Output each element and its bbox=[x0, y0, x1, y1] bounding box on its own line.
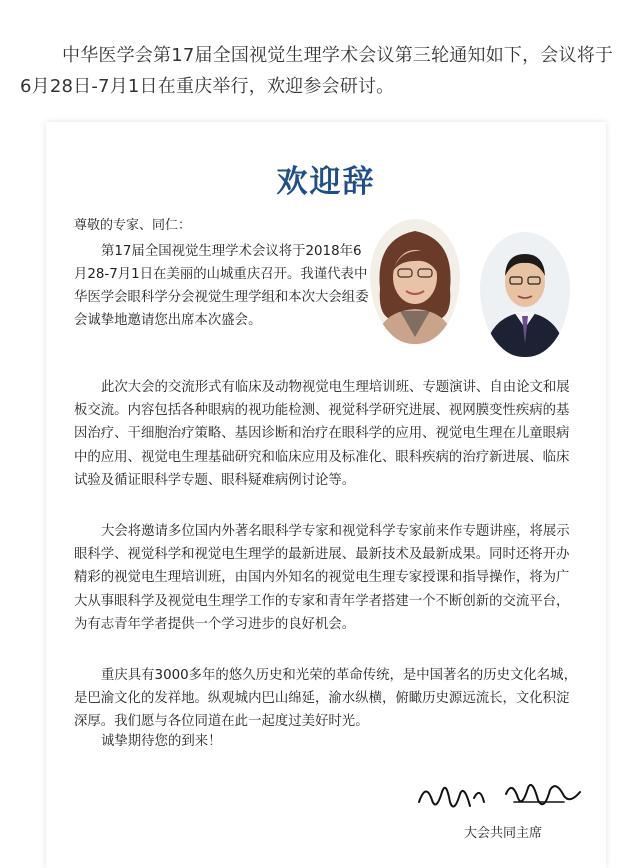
co-chairs-photos bbox=[370, 214, 585, 354]
letter-signoff: 大会共同主席 bbox=[464, 826, 543, 841]
handwritten-signatures bbox=[414, 772, 584, 820]
letter-title: 欢迎辞 bbox=[276, 164, 376, 200]
letter-salutation: 尊敬的专家、同仁： bbox=[74, 218, 192, 233]
letter-paragraph-4: 重庆具有3000多年的悠久历史和光荣的革命传统，是中国著名的历史文化名城，是巴渝文化的发祥地。纵观城内巴山绵延，渝水纵横，俯瞰历史源远流长，文化积淀深厚。我们愿与各位同道在此一起度过美好时光。 bbox=[74, 668, 577, 730]
letter-paragraph-5: 诚挚期待您的到来！ bbox=[101, 734, 222, 749]
letter-paragraph-2: 此次大会的交流形式有临床及动物视觉电生理培训班、专题演讲、自由论文和展板交流。内容包括各种眼病的视功能检测、视觉科学研究进展、视网膜变性疾病的基因治疗、干细胞治疗策略、基因诊断和治疗在眼科学的应用、视觉电生理在儿童眼病中的应用、视觉电生理基础研究和临床应用及标准化、眼科疾病的治疗新进展、临床试验及循证眼科学专题、眼科疑难病例讨论等。 bbox=[74, 380, 570, 488]
co-chair-photo-man bbox=[480, 232, 570, 357]
welcome-letter-image bbox=[46, 122, 606, 868]
intro-paragraph: 中华医学会第17届全国视觉生理学术会议第三轮通知如下，会议将于6月28日-7月1日在重庆举行，欢迎参会研讨。 bbox=[20, 45, 614, 97]
letter-paragraph-1: 第17届全国视觉生理学术会议将于2018年6月28-7月1日在美丽的山城重庆召开。我谨代表中华医学会眼科学分会视觉生理学组和本次大会组委会诚挚地邀请您出席本次盛会。 bbox=[74, 244, 369, 328]
letter-paragraph-3: 大会将邀请多位国内外著名眼科学专家和视觉科学专家前来作专题讲座，将展示眼科学、视觉科学和视觉电生理学的最新进展、最新技术及最新成果。同时还将开办精彩的视觉电生理培训班，由国内外知名的视觉电生理专家授课和指导操作，将为广大从事眼科学及视觉电生理学工作的专家和青年学者搭建一个不断创新的交流平台，为有志青年学者提供一个学习进步的良好机会。 bbox=[74, 524, 570, 632]
co-chair-photo-woman bbox=[370, 219, 460, 344]
